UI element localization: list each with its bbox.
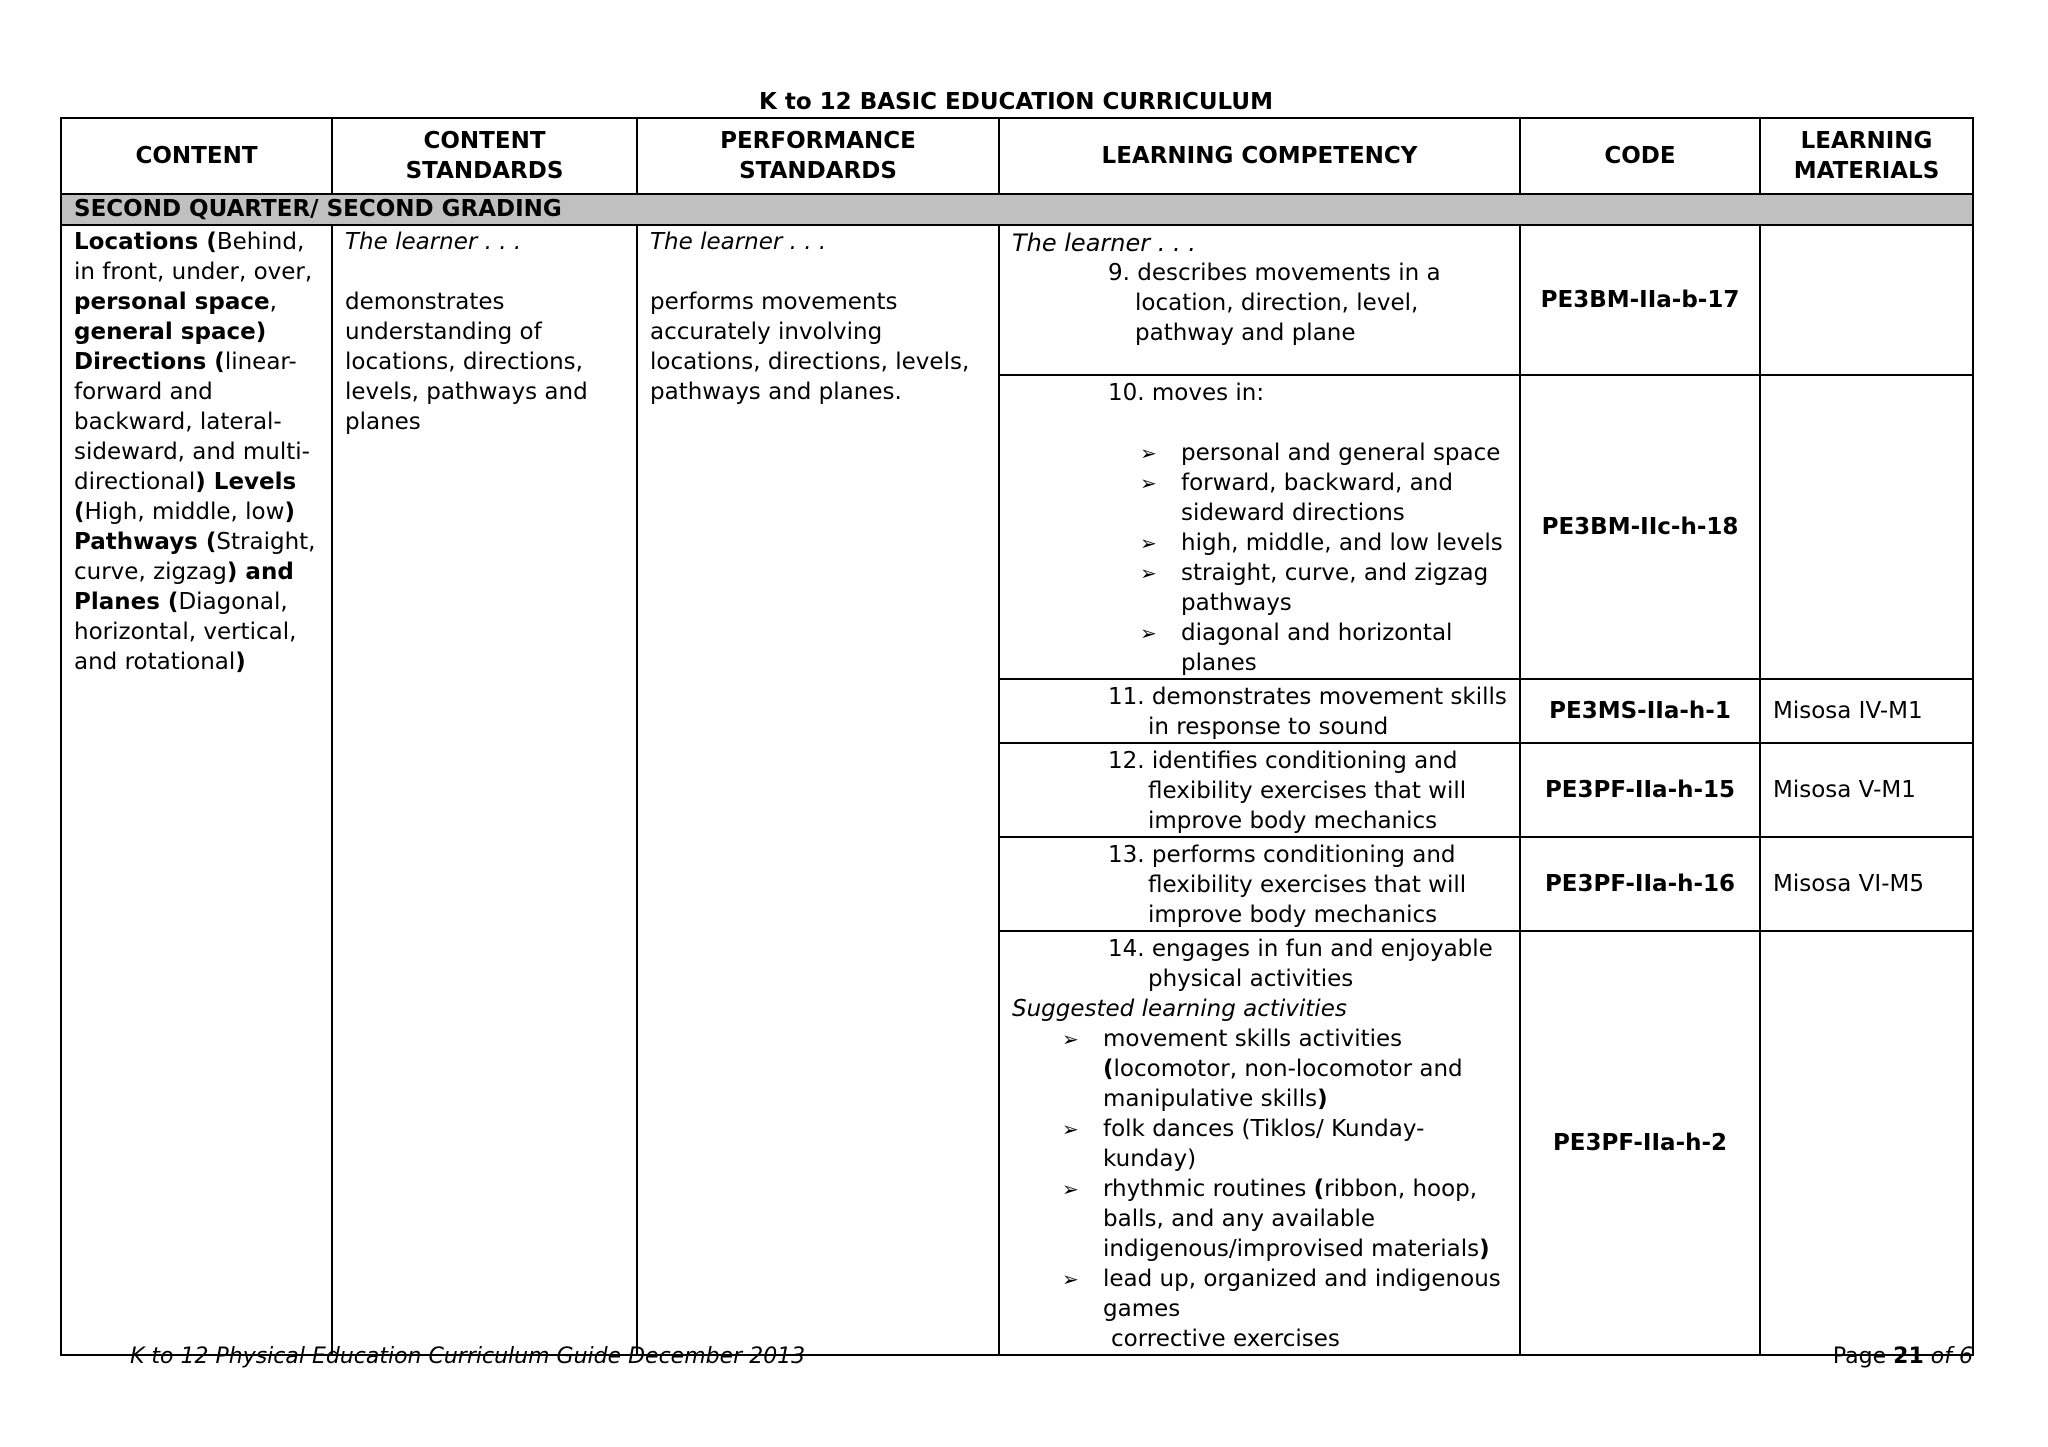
list-item: ➢ movement skills activities (locomotor, non-locomotor and manipulative skills) [1062, 1026, 1463, 1112]
competency-text: 13. performs conditioning and flexibility exercises that will improve body mechanics [1108, 842, 1467, 928]
performance-standards-text: performs movements accurately involving locations, directions, levels, pathways and planes. [650, 289, 970, 405]
list-item: ➢ straight, curve, and zigzag pathways [1140, 560, 1489, 616]
footer-guide-title: K to 12 Physical Education Curriculum Guide December 2013 [130, 1344, 806, 1369]
performance-standards-lead: The learner . . . [650, 229, 827, 255]
content-cell: Locations (Behind, in front, under, over, personal space, general space) Directions (linear-forward and backward, lateral-sideward, and multi-directional) Levels (High, middle, low) Pathways (Straight, curve, zigzag) and Planes (Diagonal, horizontal, vertical, and rotational) [61, 225, 332, 1355]
materials-cell [1760, 931, 1973, 1355]
competency-lead: The learner . . . [1012, 229, 1196, 257]
arrow-bullet-icon: ➢ [1140, 441, 1157, 465]
materials-cell [1760, 225, 1973, 375]
header-code: CODE [1520, 118, 1760, 194]
code-cell: PE3BM-IIa-b-17 [1520, 225, 1760, 375]
arrow-bullet-icon: ➢ [1140, 471, 1157, 495]
header-content-standards: CONTENT STANDARDS [332, 118, 637, 194]
materials-cell: Misosa V-M1 [1760, 743, 1973, 837]
suggested-activities-label: Suggested learning activities [1012, 996, 1347, 1022]
materials-cell [1760, 375, 1973, 679]
competency-text: 11. demonstrates movement skills in response to sound [1108, 684, 1507, 740]
competency-text: 12. identifies conditioning and flexibility exercises that will improve body mechanics [1108, 748, 1467, 834]
competency-cell [999, 931, 1520, 1355]
quarter-label: SECOND QUARTER/ SECOND GRADING [61, 194, 1973, 225]
code-cell: PE3PF-IIa-h-2 [1520, 931, 1760, 1355]
competency-cell [999, 837, 1520, 931]
arrow-bullet-icon: ➢ [1062, 1117, 1079, 1141]
competency-cell [999, 375, 1520, 679]
list-item: ➢ forward, backward, and sideward directions [1140, 470, 1453, 526]
list-item: ➢ folk dances (Tiklos/ Kunday-kunday) [1062, 1116, 1425, 1172]
arrow-bullet-icon: ➢ [1062, 1027, 1079, 1051]
arrow-bullet-icon: ➢ [1140, 531, 1157, 555]
table-row [61, 225, 1973, 375]
materials-cell: Misosa VI-M5 [1760, 837, 1973, 931]
code-cell: PE3MS-IIa-h-1 [1520, 679, 1760, 743]
header-learning-materials: LEARNING MATERIALS [1760, 118, 1973, 194]
competency-text: 9. describes movements in a location, direction, level, pathway and plane [1108, 260, 1441, 346]
code-cell: PE3BM-IIc-h-18 [1520, 375, 1760, 679]
quarter-row [61, 194, 1973, 225]
header-content: CONTENT [61, 118, 332, 194]
list-item: ➢ high, middle, and low levels [1140, 530, 1503, 556]
header-row [61, 118, 1973, 194]
list-item: ➢ personal and general space [1140, 440, 1501, 466]
activities-list [1012, 1024, 1507, 1324]
list-item: ➢ diagonal and horizontal planes [1140, 620, 1453, 676]
arrow-bullet-icon: ➢ [1140, 561, 1157, 585]
competency-cell [999, 225, 1520, 375]
arrow-bullet-icon: ➢ [1062, 1177, 1079, 1201]
list-item: ➢ rhythmic routines (ribbon, hoop, balls, and any available indigenous/improvised materials) [1062, 1176, 1490, 1262]
curriculum-table [60, 117, 1974, 1356]
arrow-bullet-icon: ➢ [1140, 621, 1157, 645]
competency-cell [999, 743, 1520, 837]
content-standards-text: demonstrates understanding of locations, directions, levels, pathways and planes [345, 289, 588, 435]
competency-cell [999, 679, 1520, 743]
trailing-activity: corrective exercises [1111, 1326, 1340, 1352]
bullet-list [1012, 438, 1507, 678]
code-cell: PE3PF-IIa-h-15 [1520, 743, 1760, 837]
header-learning-competency: LEARNING COMPETENCY [999, 118, 1520, 194]
performance-standards-cell [637, 225, 999, 1355]
content-standards-lead: The learner . . . [345, 229, 522, 255]
document-title: K to 12 BASIC EDUCATION CURRICULUM [759, 89, 1273, 115]
code-cell: PE3PF-IIa-h-16 [1520, 837, 1760, 931]
arrow-bullet-icon: ➢ [1062, 1267, 1079, 1291]
competency-text: 10. moves in: [1108, 380, 1265, 406]
competency-text: 14. engages in fun and enjoyable physical activities [1108, 936, 1493, 992]
list-item: ➢ lead up, organized and indigenous games [1062, 1266, 1501, 1322]
footer-page-number: Page 21 of 6 [1832, 1344, 1973, 1369]
content-standards-cell [332, 225, 637, 1355]
header-performance-standards: PERFORMANCE STANDARDS [637, 118, 999, 194]
materials-cell: Misosa IV-M1 [1760, 679, 1973, 743]
